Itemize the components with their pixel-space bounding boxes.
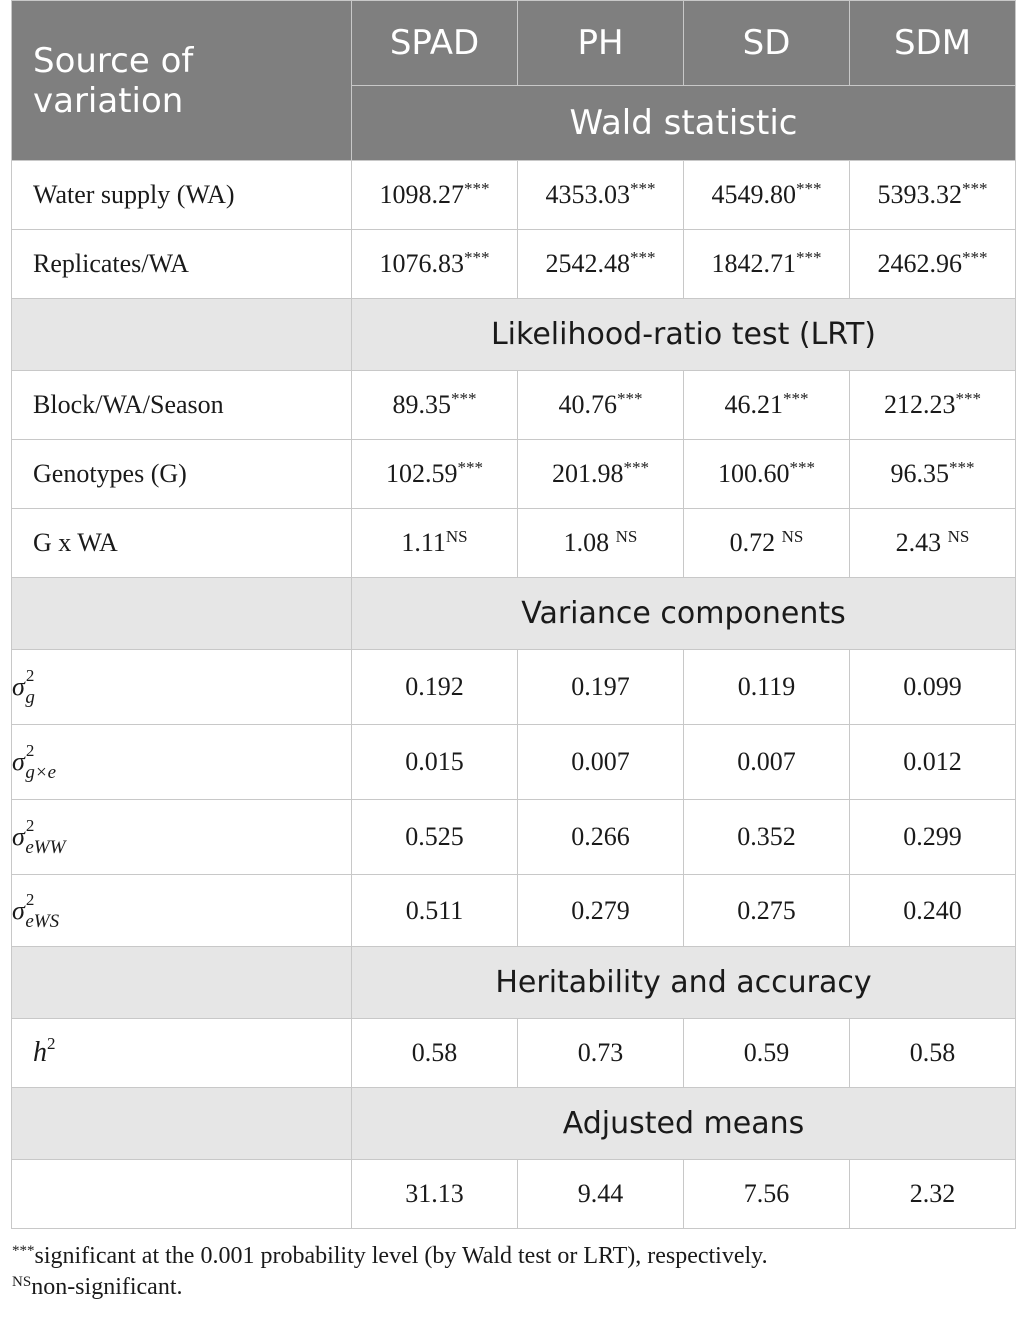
cell-value: 4353.03*** — [518, 161, 684, 230]
table-row — [12, 800, 1016, 875]
row-label: Replicates/WA — [12, 230, 352, 299]
cell-value: 2.43 $^{NS}$ — [850, 509, 1016, 578]
cell-value: 0.59 — [684, 1019, 850, 1088]
row-label: G x WA — [12, 509, 352, 578]
section-title: Heritability and accuracy — [352, 947, 1016, 1019]
cell-value: 0.299 — [850, 800, 1016, 875]
table-footnote — [12, 1241, 1015, 1303]
cell-value: 0.007 — [518, 725, 684, 800]
table-row — [12, 875, 1016, 947]
cell-value: 0.511 — [352, 875, 518, 947]
row-label: Genotypes (G) — [12, 440, 352, 509]
cell-value: 1098.27*** — [352, 161, 518, 230]
cell-value: 9.44 — [518, 1160, 684, 1229]
variance-symbol-g: $\sigma^2_g$ — [12, 650, 352, 725]
table-row — [12, 509, 1016, 578]
col-header-ph: PH — [518, 1, 684, 86]
table-row — [12, 650, 1016, 725]
cell-value: 1076.83*** — [352, 230, 518, 299]
section-header-variance — [12, 578, 1016, 650]
source-of-variation-header — [12, 1, 352, 161]
variance-symbol-gxe: $\sigma^2_{g\times e}$ — [12, 725, 352, 800]
wald-statistic-header: Wald statistic — [352, 86, 1016, 161]
variance-symbol-ews: $\sigma^2_{eWS}$ — [12, 875, 352, 947]
cell-value: 46.21*** — [684, 371, 850, 440]
cell-value: 0.275 — [684, 875, 850, 947]
col-header-sd: SD — [684, 1, 850, 86]
section-header-lrt — [12, 299, 1016, 371]
cell-value: 0.73 — [518, 1019, 684, 1088]
row-label-empty — [12, 1160, 352, 1229]
cell-value: 7.56 — [684, 1160, 850, 1229]
section-title: Adjusted means — [352, 1088, 1016, 1160]
cell-value: 2542.48*** — [518, 230, 684, 299]
cell-value: 0.72 $^{NS}$ — [684, 509, 850, 578]
source-label: Source of variation — [33, 40, 194, 121]
cell-value: 31.13 — [352, 1160, 518, 1229]
table-row — [12, 371, 1016, 440]
section-spacer — [12, 299, 352, 371]
table-row — [12, 440, 1016, 509]
sig-text: significant at the 0.001 probability level (by Wald test or LRT), respectively. — [34, 1243, 768, 1269]
table-row — [12, 1160, 1016, 1229]
cell-value: 5393.32*** — [850, 161, 1016, 230]
cell-value: 0.58 — [352, 1019, 518, 1088]
cell-value: 0.119 — [684, 650, 850, 725]
cell-value: 1.08 $^{NS}$ — [518, 509, 684, 578]
row-label: Water supply (WA) — [12, 161, 352, 230]
cell-value: 1842.71*** — [684, 230, 850, 299]
cell-value: 0.525 — [352, 800, 518, 875]
cell-value: 0.240 — [850, 875, 1016, 947]
cell-value: 0.197 — [518, 650, 684, 725]
cell-value: 2.32 — [850, 1160, 1016, 1229]
col-header-spad: SPAD — [352, 1, 518, 86]
cell-value: 0.266 — [518, 800, 684, 875]
section-header-means — [12, 1088, 1016, 1160]
cell-value: 0.58 — [850, 1019, 1016, 1088]
row-label: Block/WA/Season — [12, 371, 352, 440]
cell-value: 0.007 — [684, 725, 850, 800]
statistics-table — [11, 0, 1016, 1229]
cell-value: $1.11^{NS}$ — [352, 509, 518, 578]
table-row — [12, 1019, 1016, 1088]
table-row — [12, 161, 1016, 230]
table-row — [12, 725, 1016, 800]
section-spacer — [12, 578, 352, 650]
section-spacer — [12, 947, 352, 1019]
cell-value: 89.35*** — [352, 371, 518, 440]
cell-value: 96.35*** — [850, 440, 1016, 509]
cell-value: 0.099 — [850, 650, 1016, 725]
table-row — [12, 230, 1016, 299]
section-title: Variance components — [352, 578, 1016, 650]
cell-value: 40.76*** — [518, 371, 684, 440]
cell-value: 0.192 — [352, 650, 518, 725]
cell-value: 0.012 — [850, 725, 1016, 800]
cell-value: 100.60*** — [684, 440, 850, 509]
ns-marker: NS — [12, 1274, 32, 1290]
cell-value: 4549.80*** — [684, 161, 850, 230]
col-header-sdm: SDM — [850, 1, 1016, 86]
cell-value: 212.23*** — [850, 371, 1016, 440]
cell-value: 0.352 — [684, 800, 850, 875]
section-title: Likelihood-ratio test (LRT) — [352, 299, 1016, 371]
cell-value: 102.59*** — [352, 440, 518, 509]
ns-text: non-significant. — [31, 1274, 183, 1300]
sig-marker: *** — [12, 1243, 35, 1259]
cell-value: 2462.96*** — [850, 230, 1016, 299]
cell-value: 201.98*** — [518, 440, 684, 509]
section-header-heritability — [12, 947, 1016, 1019]
heritability-symbol: $h^2$ — [12, 1019, 352, 1088]
variance-symbol-eww: $\sigma^2_{eWW}$ — [12, 800, 352, 875]
section-spacer — [12, 1088, 352, 1160]
cell-value: 0.015 — [352, 725, 518, 800]
cell-value: 0.279 — [518, 875, 684, 947]
